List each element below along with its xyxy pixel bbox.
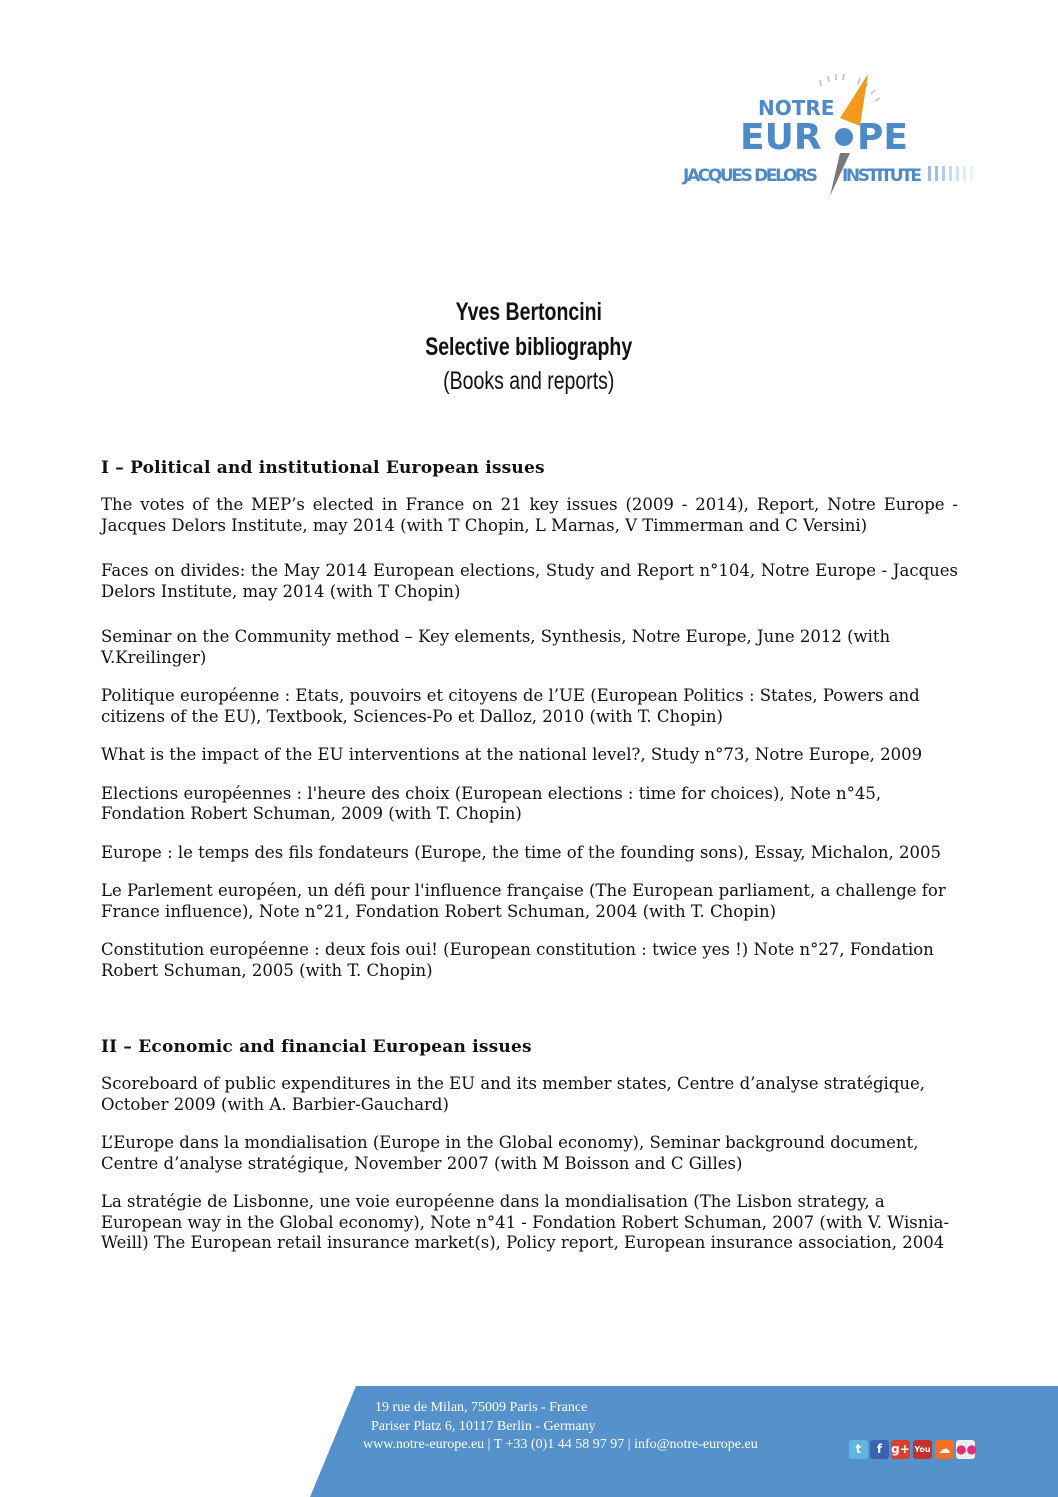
bibliography xyxy=(101,458,958,1272)
list-item: Constitution européenne : deux fois oui! (European constitution : twice yes !) Note n°27, Fondation Robert Schuman, 2005 (with T. Chopin) xyxy=(101,940,934,980)
list-item: Faces on divides: the May 2014 European elections, Study and Report n°104, Notre Europe - Jacques Delors Institute, may 2014 (with T Chopin) xyxy=(101,561,958,601)
section-heading: II – Economic and financial European issues xyxy=(101,1037,532,1057)
list-item: Le Parlement européen, un défi pour l'influence française (The European parliament, a challenge for France influence), Note n°21, Fondation Robert Schuman, 2004 (with T. Chopin) xyxy=(101,881,946,921)
phone-number: T +33 (0)1 44 58 97 97 xyxy=(493,1437,625,1452)
email-link[interactable]: info@notre-europe.eu xyxy=(634,1437,758,1452)
svg-text:JACQUES DELORS: JACQUES DELORS xyxy=(683,166,818,186)
footer-address-paris: 19 rue de Milan, 75009 Paris - France xyxy=(375,1400,588,1415)
svg-text:INSTITUTE: INSTITUTE xyxy=(842,166,922,186)
list-item: Seminar on the Community method – Key elements, Synthesis, Notre Europe, June 2012 (with V.Kreilinger) xyxy=(101,627,891,667)
list-item: Elections européennes : l'heure des choix (European elections : time for choices), Note n°45, Fondation Robert Schuman, 2009 (with T. Chopin) xyxy=(101,783,882,823)
section-heading: I – Political and institutional European issues xyxy=(101,458,545,478)
website-link[interactable]: www.notre-europe.eu xyxy=(363,1437,485,1452)
notre-europe-logo xyxy=(680,68,980,203)
svg-text:PE: PE xyxy=(857,117,908,158)
google-plus-icon[interactable]: g+ xyxy=(891,1440,910,1459)
twitter-icon[interactable]: t xyxy=(849,1440,868,1459)
footer-contact: www.notre-europe.eu | T +33 (0)1 44 58 97 97 | info@notre-europe.eu xyxy=(363,1437,758,1452)
list-item: Politique européenne : Etats, pouvoirs et citoyens de l’UE (European Politics : States, Powers and citizens of the EU), Textbook, Sciences-Po et Dalloz, 2010 (with T. Chopin) xyxy=(101,686,920,726)
list-item: Europe : le temps des fils fondateurs (Europe, the time of the founding sons), Essay, Michalon, 2005 xyxy=(101,842,941,862)
page-subtitle: (Books and reports) xyxy=(443,367,615,395)
footer-address-berlin: Pariser Platz 6, 10117 Berlin - Germany xyxy=(371,1419,596,1434)
soundcloud-icon[interactable]: ☁ xyxy=(935,1440,954,1459)
list-item: La stratégie de Lisbonne, une voie européenne dans la mondialisation (The Lisbon strategy, a European way in the Global economy), Note n°41 - Fondation Robert Schuman, 2007 (with V. Wisnia-Weill) The European retail insurance market(s), Policy report, European insurance association, 2004 xyxy=(101,1192,950,1252)
author-name: Yves Bertoncini xyxy=(455,298,603,326)
page-title: Selective bibliography xyxy=(425,333,633,361)
list-item: What is the impact of the EU interventions at the national level?, Study n°73, Notre Europe, 2009 xyxy=(101,745,923,764)
svg-text:EUR: EUR xyxy=(740,117,822,158)
list-item: L’Europe dans la mondialisation (Europe in the Global economy), Seminar background document, Centre d’analyse stratégique, November 2007 (with M Boisson and C Gilles) xyxy=(101,1133,919,1173)
list-item: The votes of the MEP’s elected in France on 21 key issues (2009 - 2014), Report, Notre Europe - Jacques Delors Institute, may 2014 (with T Chopin, L Marnas, V Timmerman and C Versini) xyxy=(101,495,958,535)
youtube-icon[interactable]: You xyxy=(913,1440,932,1459)
facebook-icon[interactable]: f xyxy=(870,1440,889,1459)
list-item: Scoreboard of public expenditures in the EU and its member states, Centre d’analyse stratégique, October 2009 (with A. Barbier-Gauchard) xyxy=(101,1074,926,1114)
svg-text:NOTRE: NOTRE xyxy=(758,96,835,120)
flickr-icon[interactable]: ●● xyxy=(956,1440,975,1459)
